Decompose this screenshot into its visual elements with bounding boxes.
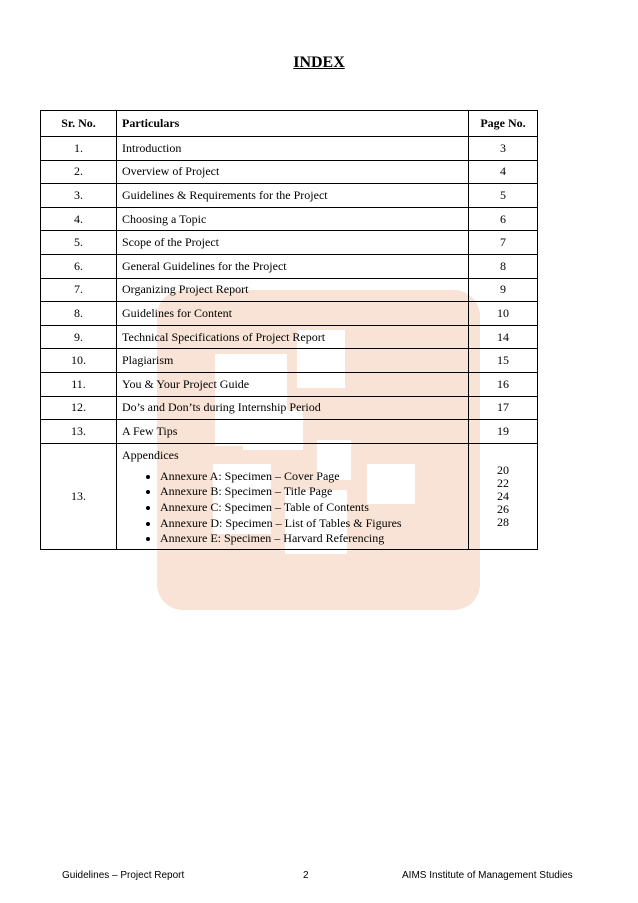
row-page: 3 [469,137,538,161]
row-sr-no: 5. [41,231,117,255]
table-row [41,184,538,208]
row-sr-no: 6. [41,254,117,278]
page-title: INDEX [293,54,345,71]
table-row [41,160,538,184]
annexure-page: 28 [497,514,509,529]
footer-right: AIMS Institute of Management Studies [402,870,573,881]
row-page: 19 [469,420,538,444]
row-sr-no: 4. [41,207,117,231]
footer-page-number: 2 [303,870,309,881]
row-sr-no: 2. [41,160,117,184]
row-title: Organizing Project Report [117,278,469,302]
row-sr-no: 10. [41,349,117,373]
row-title: Technical Specifications of Project Report [117,325,469,349]
table-row [41,278,538,302]
footer-left: Guidelines – Project Report [62,870,185,881]
table-row [41,372,538,396]
appendices-heading: Appendices [122,447,179,462]
row-sr-no: 13. [41,420,117,444]
row-sr-no: 1. [41,137,117,161]
index-table [40,110,538,550]
row-page: 16 [469,372,538,396]
table-row [41,137,538,161]
table-row [41,207,538,231]
annexure-page: 22 [497,475,509,490]
annexure-page: 24 [497,488,509,503]
row-title: Choosing a Topic [117,207,469,231]
table-row [41,254,538,278]
appendices-list [122,469,463,547]
table-row [41,325,538,349]
row-sr-no: 8. [41,302,117,326]
row-sr-no: 11. [41,372,117,396]
row-title: Plagiarism [117,349,469,373]
list-item: • Annexure E: Specimen – Harvard Referencing [160,531,463,547]
row-title: Scope of the Project [117,231,469,255]
appendices-pages [469,443,538,549]
row-sr-no: 3. [41,184,117,208]
row-sr-no: 13. [41,443,117,549]
row-page: 5 [469,184,538,208]
row-page: 17 [469,396,538,420]
row-page: 7 [469,231,538,255]
table-row [41,349,538,373]
row-title: Guidelines & Requirements for the Project [117,184,469,208]
row-page: 10 [469,302,538,326]
row-title: Introduction [117,137,469,161]
row-page: 8 [469,254,538,278]
row-page: 4 [469,160,538,184]
row-sr-no: 7. [41,278,117,302]
table-row [41,302,538,326]
row-title: Guidelines for Content [117,302,469,326]
row-page: 6 [469,207,538,231]
row-title: You & Your Project Guide [117,372,469,396]
list-item: • Annexure C: Specimen – Table of Contents [160,500,463,516]
header-page-no: Page No. [469,111,538,137]
header-sr-no: Sr. No. [41,111,117,137]
list-item: • Annexure A: Specimen – Cover Page [160,469,463,485]
annexure-page: 20 [497,462,509,477]
list-item: • Annexure D: Specimen – List of Tables & Figures [160,516,463,532]
row-title: Do’s and Don’ts during Internship Period [117,396,469,420]
table-row [41,420,538,444]
row-page: 15 [469,349,538,373]
row-sr-no: 12. [41,396,117,420]
annexure-page: 26 [497,501,509,516]
appendices-cell [117,443,469,549]
row-sr-no: 9. [41,325,117,349]
list-item: • Annexure B: Specimen – Title Page [160,484,463,500]
appendices-row [41,443,538,549]
table-row [41,396,538,420]
header-particulars: Particulars [117,111,469,137]
row-title: General Guidelines for the Project [117,254,469,278]
row-page: 14 [469,325,538,349]
table-row [41,231,538,255]
row-title: Overview of Project [117,160,469,184]
row-title: A Few Tips [117,420,469,444]
table-header-row [41,111,538,137]
row-page: 9 [469,278,538,302]
